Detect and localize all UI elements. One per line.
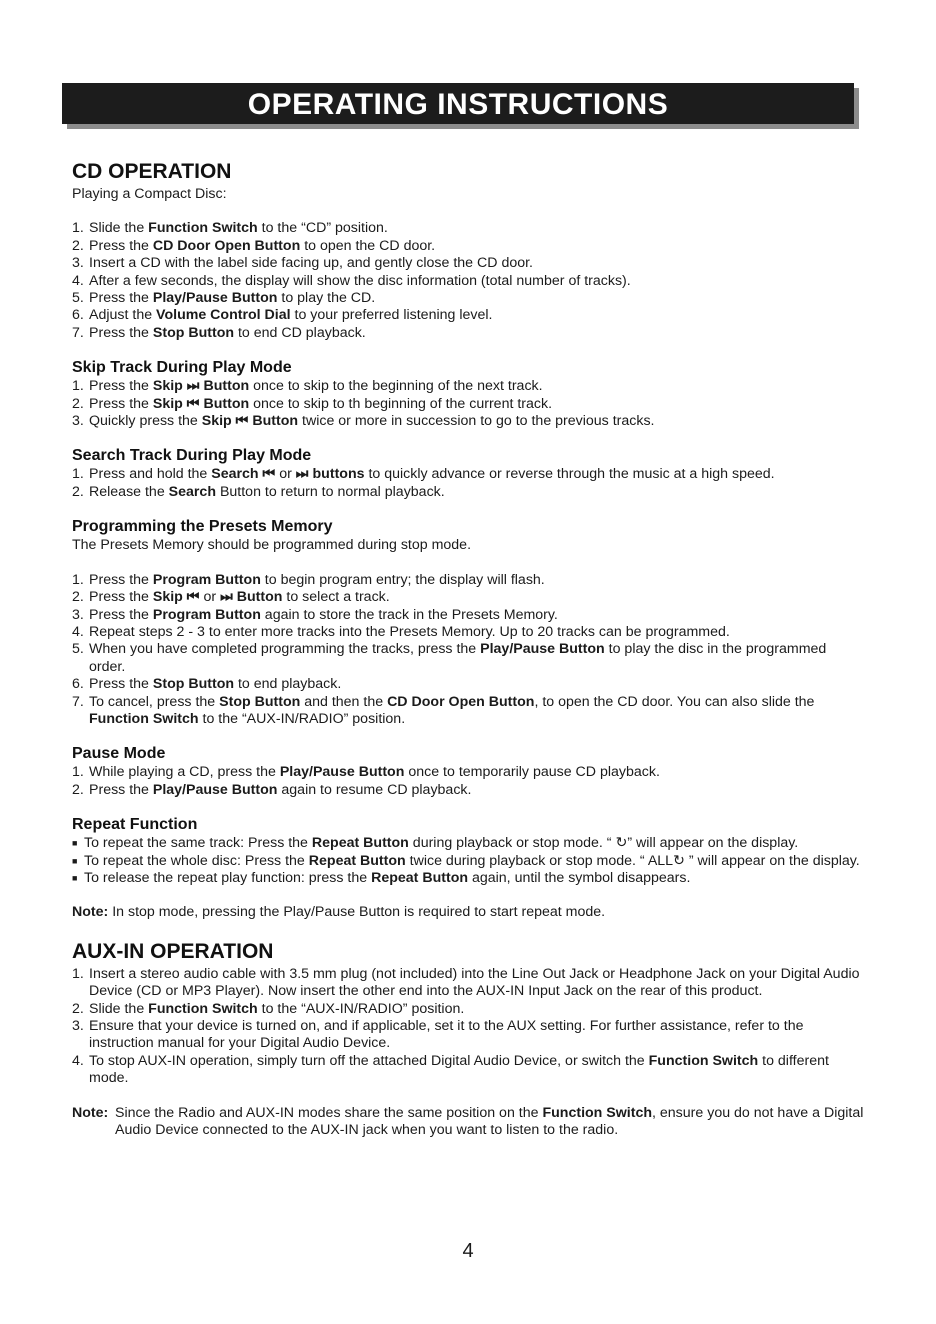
list-item: 3. Quickly press the Skip ⏮ Button twice or more in succession to go to the previous tracks. <box>72 413 655 430</box>
manual-content <box>72 158 872 1139</box>
repeat-list <box>72 835 872 887</box>
list-item: 7. To cancel, press the Stop Button and then the CD Door Open Button, to open the CD door. You can also slide the Function Switch to the “AUX-IN/RADIO” position. <box>72 693 815 727</box>
list-item: 2. Release the Search Button to return to normal playback. <box>72 483 445 500</box>
skip-steps-list <box>72 378 872 430</box>
list-item: 3. Press the Program Button again to store the track in the Presets Memory. <box>72 606 558 623</box>
list-item: 6. Adjust the Volume Control Dial to your preferred listening level. <box>72 307 493 324</box>
list-item: 5. When you have completed programming the tracks, press the Play/Pause Button to play the disc in the programmed order. <box>72 641 827 675</box>
pause-steps-list <box>72 764 872 799</box>
aux-note: Note: Since the Radio and AUX-IN modes share the same position on the Function Switch, ensure you do not have a Digital Audio Device connected to the AUX-IN jack when you want to listen to the radio. <box>72 1104 864 1139</box>
programming-steps-list <box>72 572 872 729</box>
list-item: 1. Insert a stereo audio cable with 3.5 mm plug (not included) into the Line Out Jack or Headphone Jack on your Digital Audio Device (CD or MP3 Player). Now insert the other end into the AUX-IN Input Jack on the rear of this product. <box>72 965 860 1000</box>
search-track-heading: Search Track During Play Mode <box>72 447 312 465</box>
bullet-icon: ■ <box>72 838 78 849</box>
page-title: OPERATING INSTRUCTIONS <box>62 83 854 124</box>
list-item: 2. Press the Play/Pause Button again to resume CD playback. <box>72 781 472 798</box>
list-item: 4. After a few seconds, the display will show the disc information (total number of tracks). <box>72 272 631 289</box>
programming-heading: Programming the Presets Memory <box>72 518 333 536</box>
list-item: ■ To repeat the same track: Press the Repeat Button during playback or stop mode. “ ↻” will appear on the display. <box>72 835 799 852</box>
list-item: 6. Press the Stop Button to end playback. <box>72 676 342 693</box>
search-steps-list <box>72 466 872 501</box>
aux-steps-list <box>72 966 872 1088</box>
programming-intro: The Presets Memory should be programmed during stop mode. <box>72 537 472 554</box>
list-item: 3. Insert a CD with the label side facing up, and gently close the CD door. <box>72 255 534 272</box>
list-item: 4. To stop AUX-IN operation, simply turn off the attached Digital Audio Device, or switch the Function Switch to different mode. <box>72 1052 829 1087</box>
pause-mode-heading: Pause Mode <box>72 745 166 763</box>
repeat-note: Note: In stop mode, pressing the Play/Pause Button is required to start repeat mode. <box>72 904 606 921</box>
bullet-icon: ■ <box>72 855 78 866</box>
cd-operation-heading: CD OPERATION <box>72 160 232 183</box>
repeat-function-heading: Repeat Function <box>72 816 198 834</box>
list-item: 1. While playing a CD, press the Play/Pause Button once to temporarily pause CD playback. <box>72 764 660 781</box>
list-item: 5. Press the Play/Pause Button to play the CD. <box>72 290 376 307</box>
list-item: 4. Repeat steps 2 - 3 to enter more tracks into the Presets Memory. Up to 20 tracks can be programmed. <box>72 623 730 640</box>
list-item: 7. Press the Stop Button to end CD playback. <box>72 324 366 341</box>
list-item: 2. Slide the Function Switch to the “AUX-IN/RADIO” position. <box>72 1000 465 1017</box>
list-item: 1. Press the Program Button to begin program entry; the display will flash. <box>72 571 545 588</box>
list-item: 1. Press the Skip ⏭ Button once to skip to the beginning of the next track. <box>72 378 543 395</box>
bullet-icon: ■ <box>72 872 78 883</box>
list-item: 2. Press the Skip ⏮ Button once to skip to th beginning of the current track. <box>72 395 553 412</box>
list-item: 2. Press the Skip ⏮ or ⏭ Button to select a track. <box>72 589 390 606</box>
list-item: 3. Ensure that your device is turned on, and if applicable, set it to the AUX setting. For further assistance, refer to the instruction manual for your Digital Audio Device. <box>72 1018 804 1052</box>
cd-intro: Playing a Compact Disc: <box>72 186 227 202</box>
skip-track-heading: Skip Track During Play Mode <box>72 359 292 377</box>
header-banner <box>62 83 859 129</box>
cd-steps-list <box>72 220 872 342</box>
list-item: 1. Slide the Function Switch to the “CD” position. <box>72 220 388 237</box>
list-item: 2. Press the CD Door Open Button to open the CD door. <box>72 237 436 254</box>
list-item: 1. Press and hold the Search ⏮ or ⏭ buttons to quickly advance or reverse through the music at a high speed. <box>72 466 775 483</box>
page-number: 4 <box>462 1240 474 1262</box>
aux-in-operation-heading: AUX-IN OPERATION <box>72 939 274 963</box>
list-item: ■ To repeat the whole disc: Press the Repeat Button twice during playback or stop mode. “ ALL↻ ” will appear on the display. <box>72 852 860 869</box>
list-item: ■ To release the repeat play function: press the Repeat Button again, until the symbol disappears. <box>72 869 691 886</box>
